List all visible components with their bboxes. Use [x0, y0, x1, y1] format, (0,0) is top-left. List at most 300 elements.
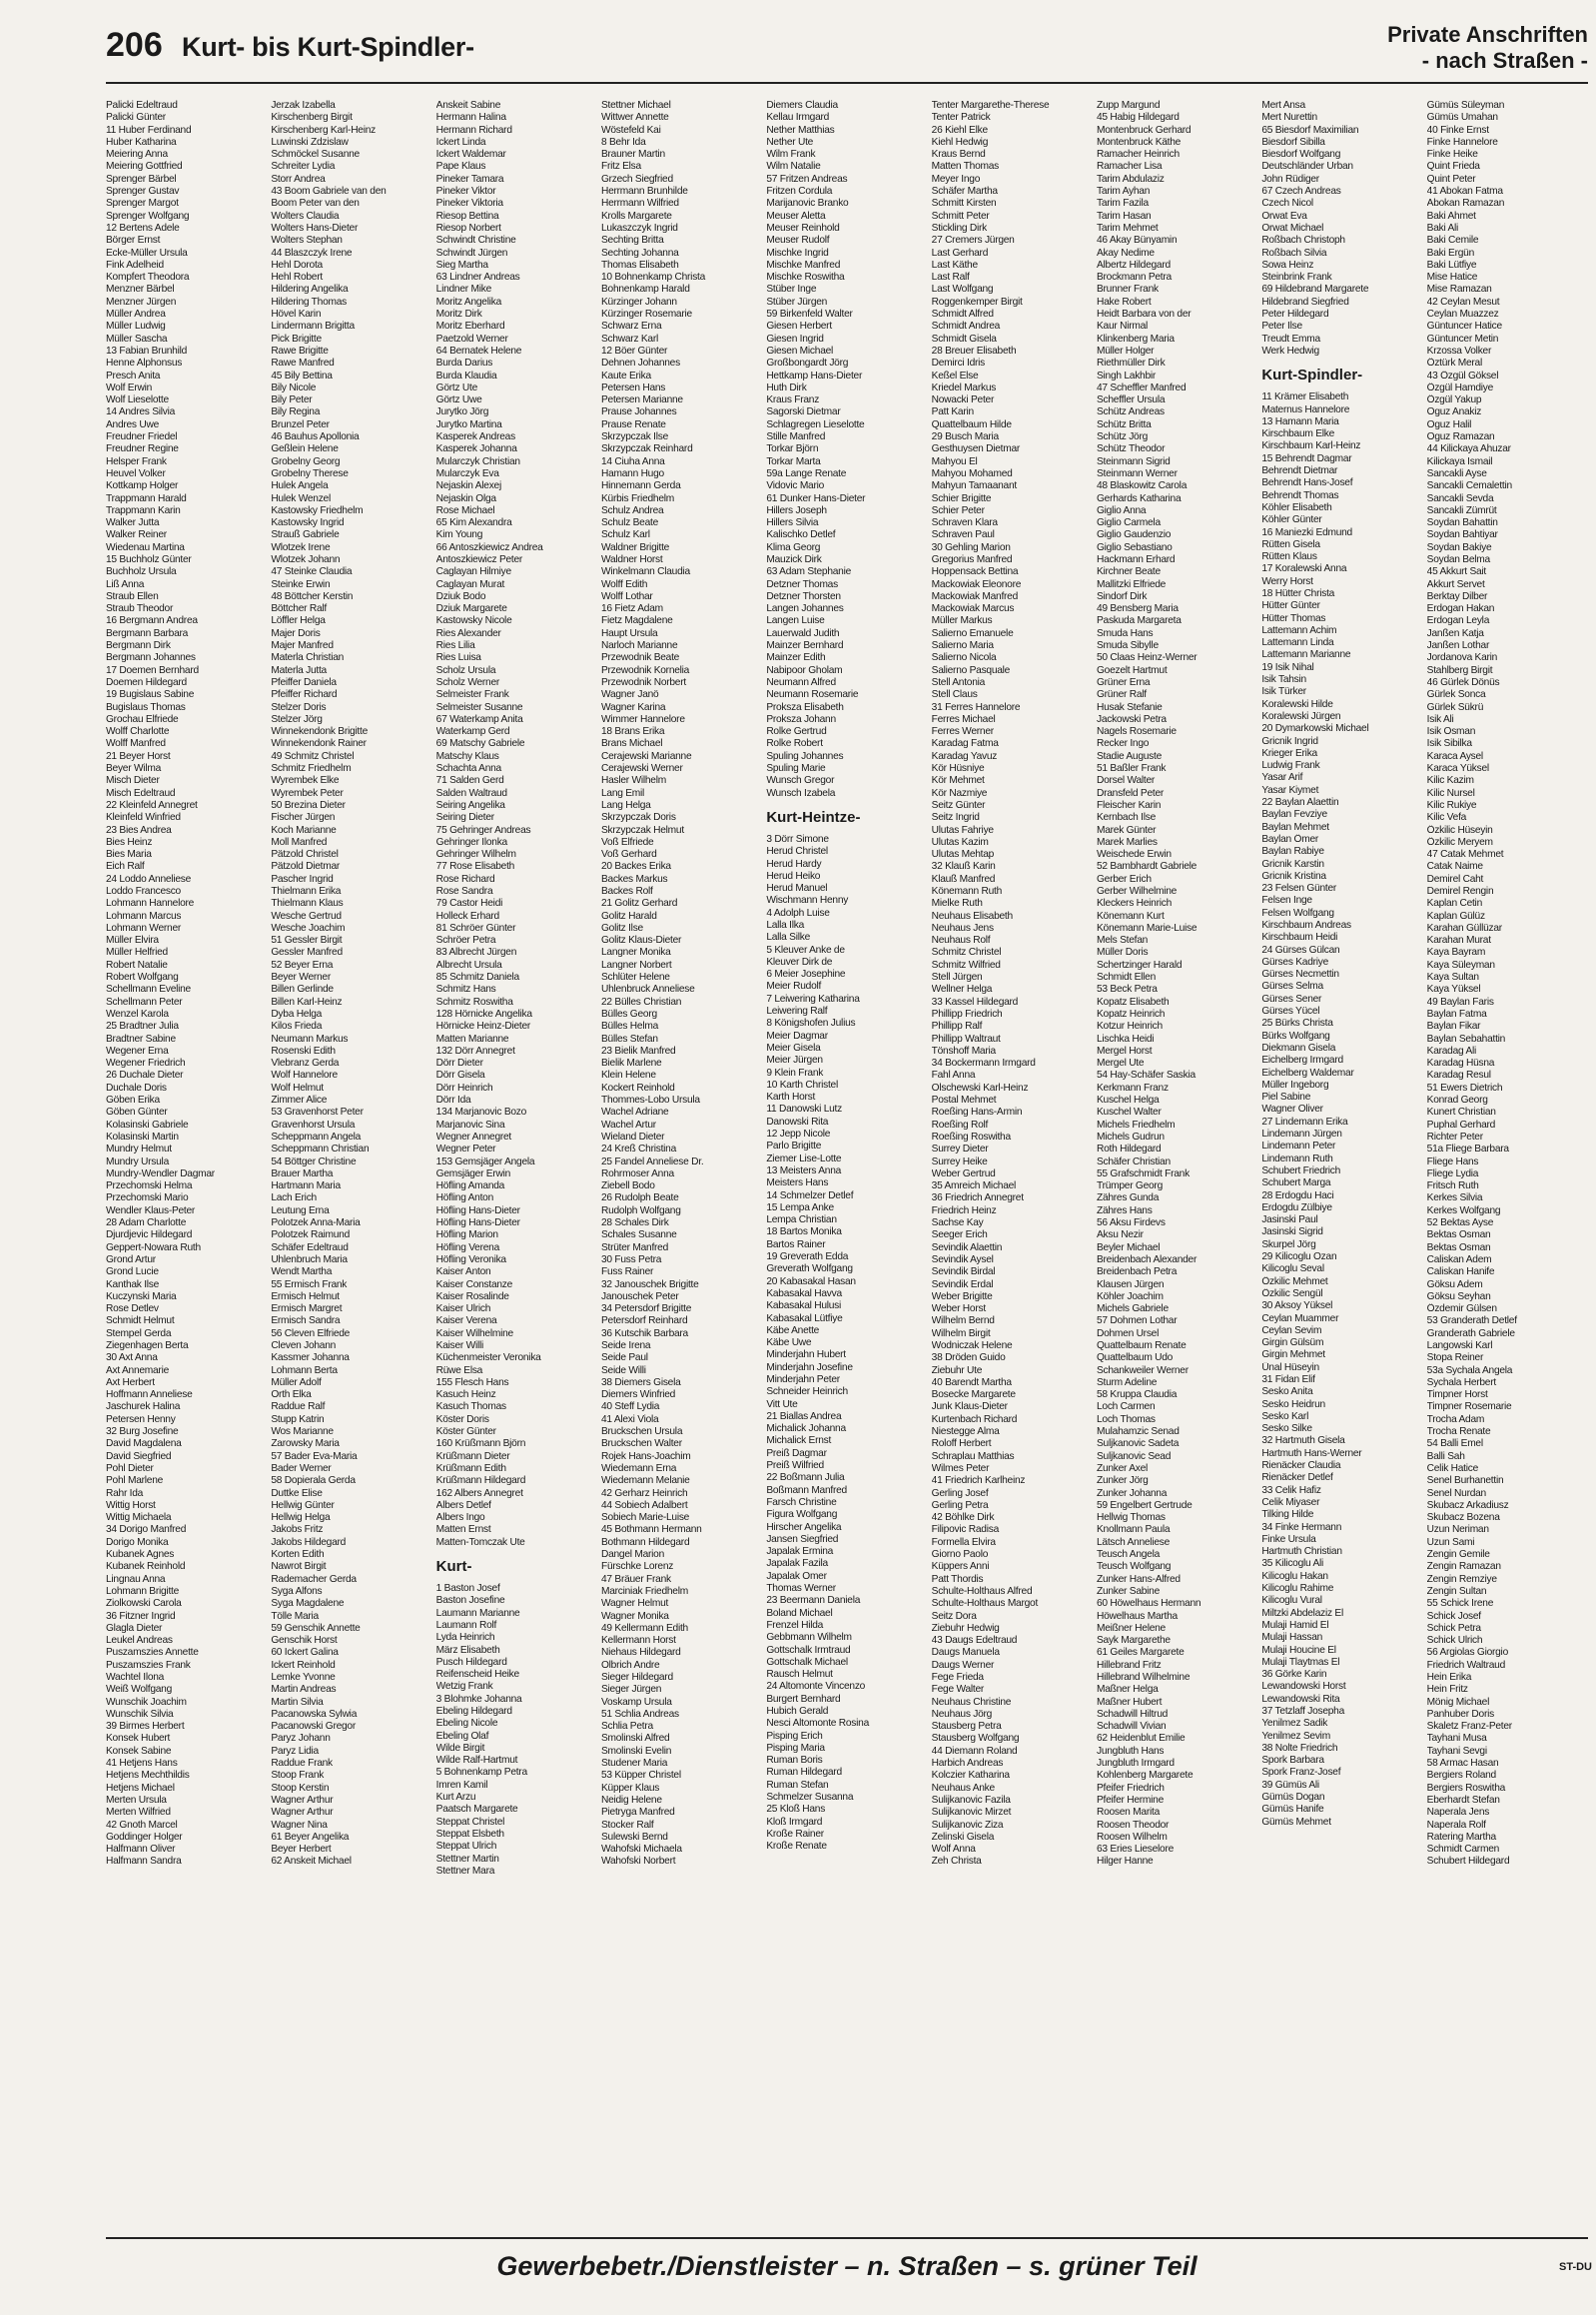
resident-entry: Karadag Fatma [931, 738, 999, 750]
resident-entry: Neuhaus Christine [931, 1696, 1012, 1708]
resident-entry: Stell Antonia [931, 676, 986, 688]
resident-entry: Baki Cemile [1426, 235, 1479, 247]
resident-entry: 20 Kabasakal Hasan [766, 1275, 856, 1287]
resident-entry: Detzner Thomas [766, 578, 838, 590]
resident-entry: Hermann Richard [435, 124, 512, 136]
resident-entry: Bürks Wolfgang [1261, 1030, 1330, 1042]
resident-entry: Bergmann Barbara [106, 627, 189, 639]
resident-entry: Roeßing Rolf [931, 1119, 989, 1131]
resident-entry: Freudner Friedel [106, 431, 178, 443]
resident-entry: Ickert Reinhold [271, 1659, 336, 1671]
resident-entry: Holleck Erhard [435, 910, 499, 922]
resident-entry: Schreiter Lydia [271, 161, 336, 173]
listing-column [1097, 100, 1255, 2227]
resident-entry: Kasuch Thomas [435, 1401, 506, 1413]
resident-entry: 39 Birmes Herbert [106, 1721, 185, 1733]
resident-entry: 45 Bily Bettina [271, 370, 333, 382]
resident-entry: Kaya Bayram [1426, 947, 1486, 959]
resident-entry: Marjanovic Sina [435, 1119, 505, 1131]
resident-entry: Syga Alfons [271, 1585, 323, 1597]
resident-entry: Caliskan Adem [1426, 1253, 1492, 1265]
resident-entry: Strauß Gabriele [271, 529, 340, 541]
resident-entry: Cleven Johann [271, 1339, 337, 1351]
resident-entry: Sulewski Bernd [600, 1831, 668, 1843]
resident-entry: Kaiser Wilhelmine [435, 1327, 513, 1339]
resident-entry: 85 Schmitz Daniela [435, 972, 519, 984]
resident-entry: Zupp Margund [1096, 100, 1161, 111]
resident-entry: Höfling Hans-Dieter [435, 1217, 520, 1229]
resident-entry: Köhler Joachim [1096, 1290, 1164, 1302]
resident-entry: Sprenger Wolfgang [106, 210, 190, 222]
resident-entry: Wos Marianne [271, 1426, 334, 1438]
resident-entry: Wlotzek Irene [271, 541, 331, 553]
resident-entry: Wahofski Michaela [600, 1844, 682, 1856]
resident-entry: Schäfer Martha [931, 186, 998, 198]
resident-entry: 66 Antoszkiewicz Andrea [435, 541, 543, 553]
resident-entry: Zähres Gunda [1096, 1192, 1160, 1204]
resident-entry: Schmitz Wilfried [931, 959, 1001, 971]
resident-entry: Selmeister Susanne [435, 701, 523, 713]
resident-entry: 30 Aksoy Yüksel [1261, 1300, 1333, 1312]
resident-entry: 12 Bertens Adele [106, 222, 180, 234]
resident-entry: Koch Marianne [271, 824, 337, 836]
resident-entry: Celik Hatice [1426, 1462, 1479, 1474]
resident-entry: 53 Küpper Christel [600, 1770, 681, 1782]
resident-entry: 155 Flesch Hans [435, 1376, 509, 1388]
resident-entry: Sturm Adeline [1096, 1376, 1158, 1388]
resident-entry: Dyba Helga [271, 1008, 323, 1020]
resident-entry: Ebeling Nicole [435, 1718, 498, 1730]
resident-entry: 21 Biallas Andrea [766, 1410, 842, 1422]
resident-entry: Spork Barbara [1261, 1755, 1324, 1767]
resident-entry: Singh Lakhbir [1096, 370, 1157, 382]
resident-entry: Demirel Rengin [1426, 886, 1494, 897]
resident-entry: Meier Jürgen [766, 1055, 823, 1067]
resident-entry: Bruckschen Ursula [600, 1426, 683, 1438]
resident-entry: Girgin Gülsüm [1261, 1337, 1324, 1349]
resident-entry: Steppat Christel [435, 1816, 505, 1828]
resident-entry: Dorigo Monika [106, 1536, 169, 1548]
resident-entry: 13 Hamann Maria [1261, 415, 1339, 427]
resident-entry: Höfling Anton [435, 1192, 494, 1204]
resident-entry: Wachel Adriane [600, 1107, 669, 1119]
resident-entry: Gottschalk Irmtraud [766, 1644, 851, 1656]
resident-entry: Mergel Ute [1096, 1058, 1145, 1070]
resident-entry: Baki Ali [1426, 222, 1459, 234]
resident-entry: Postal Mehmet [931, 1095, 997, 1107]
resident-entry: Orth Elka [271, 1389, 312, 1401]
resident-entry: Bülles Georg [600, 1008, 657, 1020]
resident-entry: Baston Josefine [435, 1595, 505, 1607]
resident-entry: Brans Michael [600, 738, 663, 750]
resident-entry: Stettner Martin [435, 1853, 499, 1865]
resident-entry: Timpner Rosemarie [1426, 1401, 1512, 1413]
resident-entry: Goddinger Holger [106, 1831, 183, 1843]
resident-entry: Höfling Verena [435, 1241, 499, 1253]
resident-entry: Brunner Frank [1096, 284, 1159, 296]
resident-entry: 17 Doemen Bernhard [106, 664, 199, 676]
resident-entry: Krüßmann Edith [435, 1462, 506, 1474]
resident-entry: Isik Sibilka [1426, 738, 1472, 750]
resident-entry: Korten Edith [271, 1549, 325, 1561]
resident-entry: Schick Josef [1426, 1610, 1481, 1622]
resident-entry: Kasperek Johanna [435, 443, 517, 455]
resident-entry: Trocha Adam [1426, 1413, 1485, 1425]
resident-entry: Skubacz Arkadiusz [1426, 1499, 1509, 1511]
resident-entry: Kilic Kazim [1426, 775, 1474, 787]
resident-entry: Hirscher Angelika [766, 1521, 842, 1533]
resident-entry: Könemann Marie-Luise [1096, 922, 1197, 934]
resident-entry: Polotzek Anna-Maria [271, 1217, 361, 1229]
resident-entry: Zengin Gemile [1426, 1549, 1490, 1561]
resident-entry: Wodniczak Helene [931, 1339, 1013, 1351]
resident-entry: Yenilmez Sadik [1261, 1718, 1328, 1730]
resident-entry: Dörr Heinrich [435, 1082, 493, 1094]
resident-entry: Wittwer Annette [600, 112, 669, 124]
resident-entry: Lukaszczyk Ingrid [600, 222, 678, 234]
resident-entry: Sieg Martha [435, 259, 488, 271]
resident-entry: Quattelbaum Renate [1096, 1339, 1187, 1351]
resident-entry: Skaletz Franz-Peter [1426, 1721, 1512, 1733]
resident-entry: Danowski Rita [766, 1116, 829, 1128]
resident-entry: Petersen Hans [600, 382, 666, 393]
resident-entry: Phillipp Waltraut [931, 1033, 1001, 1045]
resident-entry: Salierno Maria [931, 640, 994, 652]
resident-entry: 24 Gürses Gülcan [1261, 944, 1340, 956]
resident-entry: Akay Nedime [1096, 247, 1155, 259]
resident-entry: Tayhani Sevgi [1426, 1745, 1487, 1757]
resident-entry: Pacanowski Gregor [271, 1721, 356, 1733]
resident-entry: Wagner Arthur [271, 1794, 334, 1806]
resident-entry: Steppat Elsbeth [435, 1828, 504, 1840]
resident-entry: 49 Schmitz Christel [271, 750, 355, 762]
resident-entry: Beyler Michael [1096, 1241, 1161, 1253]
resident-entry: Kerkes Silvia [1426, 1192, 1483, 1204]
resident-entry: 12 Jepp Nicole [766, 1129, 831, 1141]
resident-entry: Güntuncer Metin [1426, 333, 1499, 345]
resident-entry: Matschy Klaus [435, 750, 499, 762]
resident-entry: 134 Marjanovic Bozo [435, 1107, 527, 1119]
resident-entry: 26 Duchale Dieter [106, 1070, 184, 1082]
resident-entry: 21 Golitz Gerhard [600, 898, 678, 910]
resident-entry: Schlagregen Lieselotte [766, 418, 865, 430]
resident-entry: Treudt Emma [1261, 333, 1320, 345]
listing-column [932, 100, 1091, 2227]
resident-entry: Balli Sah [1426, 1450, 1465, 1462]
resident-entry: Pisping Erich [766, 1730, 823, 1742]
resident-entry: Janßen Katja [1426, 627, 1484, 639]
resident-entry: Wenzel Karola [106, 1008, 169, 1020]
resident-entry: Voskamp Ursula [600, 1696, 672, 1708]
resident-entry: Schmidt Helmut [106, 1315, 175, 1327]
resident-entry: Scholz Ursula [435, 664, 496, 676]
resident-entry: Seide Irena [600, 1339, 651, 1351]
resident-entry: Stettner Michael [600, 100, 671, 111]
resident-entry: 34 Dorigo Manfred [106, 1524, 187, 1536]
resident-entry: Teusch Angela [1096, 1549, 1161, 1561]
resident-entry: 24 Kreß Christina [600, 1144, 677, 1156]
resident-entry: Antoszkiewicz Peter [435, 553, 523, 565]
resident-entry: Hartmann Maria [271, 1180, 341, 1192]
resident-entry: Hillebrand Fritz [1096, 1659, 1162, 1671]
resident-entry: Kurt Arzu [435, 1792, 476, 1804]
resident-entry: Wachel Artur [600, 1119, 656, 1131]
resident-entry: Cerajewski Werner [600, 763, 683, 775]
resident-entry: Zunker Jörg [1096, 1475, 1149, 1487]
resident-entry: Bosecke Margarete [931, 1389, 1016, 1401]
resident-entry: Rienäcker Claudia [1261, 1460, 1341, 1472]
resident-entry: 44 Blaszczyk Irene [271, 247, 353, 259]
resident-entry: Lalla Ilka [766, 920, 805, 931]
resident-entry: Yasar Arif [1261, 772, 1303, 784]
resident-entry: Oguz Anakiz [1426, 406, 1482, 418]
resident-entry: Majer Doris [271, 627, 321, 639]
resident-entry: Albers Ingo [435, 1512, 485, 1524]
resident-entry: Nowacki Peter [931, 394, 995, 406]
resident-entry: Moritz Dirk [435, 309, 482, 321]
resident-entry: Moritz Eberhard [435, 321, 505, 333]
listing-column [1427, 100, 1586, 2227]
resident-entry: Schmidt Andrea [931, 321, 1001, 333]
resident-entry: Grobelny Therese [271, 467, 349, 479]
resident-entry: Stocker Ralf [600, 1819, 654, 1831]
resident-entry: Przewodnik Kornelia [600, 664, 690, 676]
resident-entry: 60 Höwelhaus Hermann [1096, 1598, 1201, 1610]
resident-entry: Mularczyk Eva [435, 467, 499, 479]
resident-entry: Köster Günter [435, 1426, 496, 1438]
resident-entry: Gürses Necmettin [1261, 969, 1339, 981]
resident-entry: Wellner Helga [931, 984, 993, 996]
resident-entry: 41 Hetjens Hans [106, 1758, 178, 1770]
resident-entry: Proksza Elisabeth [766, 701, 844, 713]
resident-entry: Halfmann Oliver [106, 1844, 176, 1856]
resident-entry: 8 Königshofen Julius [766, 1018, 856, 1030]
resident-entry: 51 Ewers Dietrich [1426, 1082, 1503, 1094]
resident-entry: Schmitz Friedhelm [271, 763, 352, 775]
resident-entry: Kasuch Heinz [435, 1389, 496, 1401]
resident-entry: Ries Lilia [435, 640, 475, 652]
resident-entry: Torkar Marta [766, 455, 821, 467]
resident-entry: Roeßing Roswitha [931, 1131, 1011, 1143]
resident-entry: Göben Erika [106, 1095, 160, 1107]
resident-entry: Kaiser Rosalinde [435, 1290, 509, 1302]
resident-entry: Hütter Thomas [1261, 612, 1326, 624]
resident-entry: Görtz Uwe [435, 394, 482, 406]
resident-entry: Billen Karl-Heinz [271, 996, 343, 1008]
resident-entry: Minderjahn Peter [766, 1373, 840, 1385]
resident-entry: Lischka Heidi [1096, 1033, 1155, 1045]
resident-entry: Formella Elvira [931, 1536, 996, 1548]
resident-entry: Bader Werner [271, 1462, 332, 1474]
street-heading: Kurt-Heintze- [766, 808, 861, 826]
resident-entry: Mels Stefan [1096, 935, 1149, 947]
resident-entry: Gebbmann Wilhelm [766, 1632, 852, 1644]
resident-entry: 28 Schales Dirk [600, 1217, 669, 1229]
resident-entry: Wittig Michaela [106, 1512, 172, 1524]
resident-entry: Soydan Bahattin [1426, 517, 1498, 529]
resident-entry: Hetjens Mechthildis [106, 1770, 190, 1782]
resident-entry: Gerling Josef [931, 1487, 989, 1499]
resident-entry: Spuling Marie [766, 763, 826, 775]
resident-entry: Helsper Frank [106, 455, 167, 467]
resident-entry: Caglayan Hilmiye [435, 566, 511, 578]
resident-entry: Böttcher Ralf [271, 603, 327, 615]
resident-entry: Quattelbaum Udo [1096, 1352, 1174, 1364]
resident-entry: Hellwig Helga [271, 1512, 331, 1524]
resident-entry: Roosen Wilhelm [1096, 1831, 1168, 1843]
resident-entry: 51 Schlia Andreas [600, 1708, 679, 1720]
resident-entry: 23 Bielik Manfred [600, 1045, 676, 1057]
resident-entry: Ebeling Olaf [435, 1730, 489, 1742]
resident-entry: Langner Monika [600, 947, 671, 959]
resident-entry: Caglayan Murat [435, 578, 505, 590]
resident-entry: Kirchner Beate [1096, 566, 1161, 578]
resident-entry: Glagla Dieter [106, 1622, 163, 1634]
resident-entry: Rohrmoser Anna [600, 1167, 674, 1179]
resident-entry: Billen Gerlinde [271, 984, 334, 996]
resident-entry: Biesdorf Sibilla [1261, 136, 1325, 148]
resident-entry: Kaya Yüksel [1426, 984, 1481, 996]
resident-entry: Kaplan Gülüz [1426, 910, 1485, 922]
resident-entry: Ickert Waldemar [435, 149, 506, 161]
resident-entry: Schubert Marga [1261, 1177, 1331, 1189]
resident-entry: Schmelzer Susanna [766, 1792, 854, 1804]
resident-entry: 41 Alexi Viola [600, 1413, 659, 1425]
resident-entry: Lindermann Brigitta [271, 321, 355, 333]
resident-entry: Klauß Manfred [931, 873, 996, 885]
resident-entry: Schütz Britta [1096, 418, 1152, 430]
resident-entry: Hillebrand Wilhelmine [1096, 1672, 1191, 1683]
resident-entry: Roosen Marita [1096, 1807, 1160, 1819]
resident-entry: Fege Walter [931, 1684, 985, 1696]
resident-entry: Mulahamzic Senad [1096, 1426, 1180, 1438]
resident-entry: Schraven Klara [931, 517, 998, 529]
resident-entry: Nesci Altomonte Rosina [766, 1718, 869, 1730]
resident-entry: Albrecht Ursula [435, 959, 502, 971]
resident-entry: Duttke Elise [271, 1487, 323, 1499]
resident-entry: 25 Bradtner Julia [106, 1021, 179, 1033]
resident-entry: Krüßmann Dieter [435, 1450, 510, 1462]
resident-entry: Weischede Erwin [1096, 849, 1172, 861]
resident-entry: 20 Backes Erika [600, 861, 671, 873]
resident-entry: Mahyou El [931, 455, 978, 467]
page-footer [106, 2237, 1588, 2293]
resident-entry: Laumann Rolf [435, 1619, 497, 1631]
resident-entry: Kirschbaum Heidi [1261, 932, 1338, 944]
resident-entry: Lattemann Linda [1261, 637, 1334, 649]
resident-entry: Vlebranz Gerda [271, 1058, 340, 1070]
resident-entry: 25 Bürks Christa [1261, 1018, 1333, 1030]
resident-entry: Kaplan Cetin [1426, 898, 1482, 910]
resident-entry: 12 Böer Günter [600, 345, 668, 357]
resident-entry: Müller Helfried [106, 947, 168, 959]
resident-entry: 57 Fritzen Andreas [766, 173, 848, 185]
resident-entry: Lewandowski Rita [1261, 1693, 1340, 1705]
resident-entry: Dorsel Walter [1096, 775, 1156, 787]
resident-entry: Roth Hildegard [1096, 1144, 1162, 1156]
resident-entry: Kirschbaum Andreas [1261, 920, 1351, 931]
resident-entry: 132 Dörr Annegret [435, 1045, 515, 1057]
resident-entry: Hackmann Erhard [1096, 553, 1176, 565]
resident-entry: Geßlein Helene [271, 443, 339, 455]
resident-entry: Schütz Theodor [1096, 443, 1166, 455]
resident-entry: Höfling Hans-Dieter [435, 1204, 520, 1216]
resident-entry: Neumann Markus [271, 1033, 349, 1045]
resident-entry: Fink Adelheid [106, 259, 164, 271]
resident-entry: 26 Kiehl Elke [931, 124, 988, 136]
resident-entry: Wischmann Henny [766, 895, 849, 907]
street-heading: Kurt- [435, 1558, 472, 1576]
resident-entry: Schlia Petra [600, 1721, 653, 1733]
resident-entry: Martin Silvia [271, 1696, 324, 1708]
resident-entry: Zunker Hans-Alfred [1096, 1573, 1181, 1585]
resident-entry: 16 Maniezki Edmund [1261, 526, 1352, 538]
resident-entry: Hövel Karin [271, 309, 322, 321]
resident-entry: 81 Schröer Günter [435, 922, 516, 934]
resident-entry: Kernbach Ilse [1096, 812, 1157, 824]
resident-entry: Ecke-Müller Ursula [106, 247, 188, 259]
resident-entry: Steinke Erwin [271, 578, 331, 590]
resident-entry: Minderjahn Hubert [766, 1349, 846, 1361]
resident-entry: Brunzel Peter [271, 418, 330, 430]
resident-entry: Tarim Abdulaziz [1096, 173, 1165, 185]
resident-entry: Wagner Oliver [1261, 1104, 1323, 1116]
resident-entry: Sancakli Cemalettin [1426, 480, 1512, 492]
resident-entry: Wesche Joachim [271, 922, 346, 934]
resident-entry: Karadag Yavuz [931, 750, 998, 762]
resident-entry: Kabasakal Hulusi [766, 1300, 842, 1312]
resident-entry: Vitt Ute [766, 1398, 798, 1410]
resident-entry: Grond Lucie [106, 1266, 159, 1278]
resident-entry: Pohl Marlene [106, 1475, 164, 1487]
resident-entry: Bies Heinz [106, 836, 153, 848]
resident-entry: 54 Hay-Schäfer Saskia [1096, 1070, 1196, 1082]
resident-entry: Daugs Werner [931, 1659, 995, 1671]
resident-entry: Salden Waltraud [435, 787, 507, 799]
resident-entry: Pätzold Christel [271, 849, 339, 861]
resident-entry: Pineker Viktor [435, 186, 496, 198]
resident-entry: 50 Brezina Dieter [271, 799, 346, 811]
resident-entry: Schmitt Peter [931, 210, 990, 222]
resident-entry: Laumann Marianne [435, 1607, 520, 1619]
resident-entry: Surrey Dieter [931, 1144, 989, 1156]
resident-entry: Narloch Marianne [600, 640, 678, 652]
resident-entry: Sachse Kay [931, 1217, 984, 1229]
resident-entry: Gottschalk Michael [766, 1656, 848, 1668]
resident-entry: 57 Bader Eva-Maria [271, 1450, 358, 1462]
resident-entry: Zelinski Gisela [931, 1831, 995, 1843]
resident-entry: Hulek Wenzel [271, 492, 331, 504]
resident-entry: 26 Rudolph Beate [600, 1192, 679, 1204]
resident-entry: 33 Kassel Hildegard [931, 996, 1019, 1008]
resident-entry: Scheppmann Christian [271, 1144, 370, 1156]
resident-entry: Konsek Hubert [106, 1733, 171, 1745]
resident-entry: Backes Markus [600, 873, 668, 885]
resident-entry: Baylan Sebahattin [1426, 1033, 1506, 1045]
resident-entry: Schulz Andrea [600, 504, 664, 516]
resident-entry: Mahyou Mohamed [931, 467, 1013, 479]
resident-entry: Moll Manfred [271, 836, 328, 848]
resident-entry: Kasperek Andreas [435, 431, 515, 443]
resident-entry: Mischke Manfred [766, 259, 841, 271]
section-title [1387, 22, 1588, 74]
resident-entry: Marciniak Friedhelm [600, 1585, 688, 1597]
resident-entry: Raddue Ralf [271, 1401, 326, 1413]
resident-entry: Ferres Michael [931, 713, 996, 725]
resident-entry: Meuser Aletta [766, 210, 826, 222]
resident-entry: Mert Ansa [1261, 100, 1305, 111]
resident-entry: Stoop Frank [271, 1770, 325, 1782]
